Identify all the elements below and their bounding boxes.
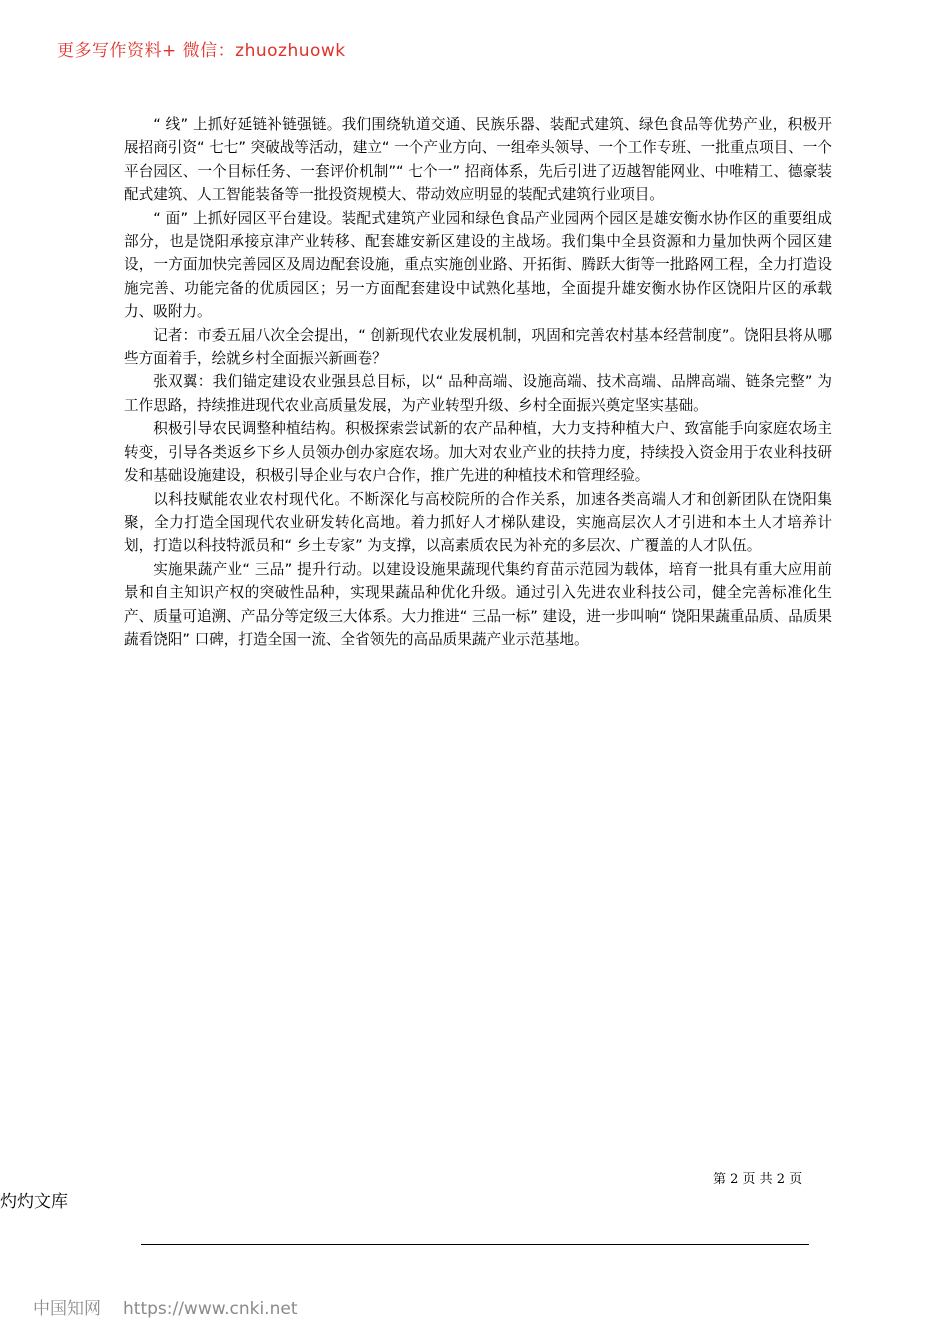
paragraph: 以科技赋能农业农村现代化。不断深化与高校院所的合作关系，加速各类高端人才和创新团队在饶阳集聚，全力打造全国现代农业研发转化高地。着力抓好人才梯队建设，实施高层次人才引进和本土人才培养计划，打造以科技特派员和“ 乡土专家” 为支撑，以高素质农民为补充的多层次、广覆盖的人才队伍。 [124, 490, 832, 555]
paragraph: 积极引导农民调整种植结构。积极探索尝试新的农产品种植，大力支持种植大户、致富能手向家庭农场主转变，引导各类返乡下乡人员领办创办家庭农场。加大对农业产业的扶持力度，持续投入资金用于农业科技研发和基础设施建设，积极引导企业与农户合作，推广先进的种植技术和管理经验。 [124, 420, 832, 485]
paragraph: “ 面” 上抓好园区平台建设。装配式建筑产业园和绿色食品产业园两个园区是雄安衡水协作区的重要组成部分，也是饶阳承接京津产业转移、配套雄安新区建设的主战场。我们集中全县资源和力量加快两个园区建设，一方面加快完善园区及周边配套设施，重点实施创业路、开拓街、腾跃大街等一批路网工程，全力打造设施完善、功能完备的优质园区；另一方面配套建设中试熟化基地，全面提升雄安衡水协作区饶阳片区的承载力、吸附力。 [124, 209, 832, 321]
cnki-footer [33, 1294, 319, 1319]
library-name: 灼灼文库 [0, 1192, 68, 1212]
footer-divider [141, 1244, 809, 1245]
article-body [124, 113, 832, 651]
paragraph: 张双翼：我们锚定建设农业强县总目标，以“ 品种高端、设施高端、技术高端、品牌高端、链条完整” 为工作思路，持续推进现代农业高质量发展，为产业转型升级、乡村全面振兴奠定坚实基础。 [124, 373, 832, 414]
promo-banner: 更多写作资料+ 微信：zhuozhuowk [57, 41, 346, 61]
paragraph: 实施果蔬产业“ 三品” 提升行动。以建设设施果蔬现代集约育苗示范园为载体，培育一批具有重大应用前景和自主知识产权的突破性品种，实现果蔬品种优化升级。通过引入先进农业科技公司，健全完善标准化生产、质量可追溯、产品分等定级三大体系。大力推进“ 三品一标” 建设，进一步叫响“ 饶阳果蔬重品质、品质果蔬看饶阳” 口碑，打造全国一流、全省领先的高品质果蔬产业示范基地。 [124, 560, 832, 648]
paragraph: “ 线” 上抓好延链补链强链。我们围绕轨道交通、民族乐器、装配式建筑、绿色食品等优势产业，积极开展招商引资“ 七七” 突破战等活动，建立“ 一个产业方向、一组牵头领导、一个工作专班、一批重点项目、一个平台园区、一个目标任务、一套评价机制”“ 七个一” 招商体系，先后引进了迈越智能网业、中唯精工、德豪装配式建筑、人工智能装备等一批投资规模大、带动效应明显的装配式建筑行业项目。 [124, 116, 832, 204]
paragraph: 记者：市委五届八次全会提出，“ 创新现代农业发展机制，巩固和完善农村基本经营制度”。饶阳县将从哪些方面着手，绘就乡村全面振兴新画卷？ [124, 326, 832, 368]
page-number: 第 2 页 共 2 页 [713, 1172, 803, 1187]
site-name: 中国知网 [33, 1299, 101, 1319]
site-url[interactable]: https://www.cnki.net [123, 1299, 298, 1319]
